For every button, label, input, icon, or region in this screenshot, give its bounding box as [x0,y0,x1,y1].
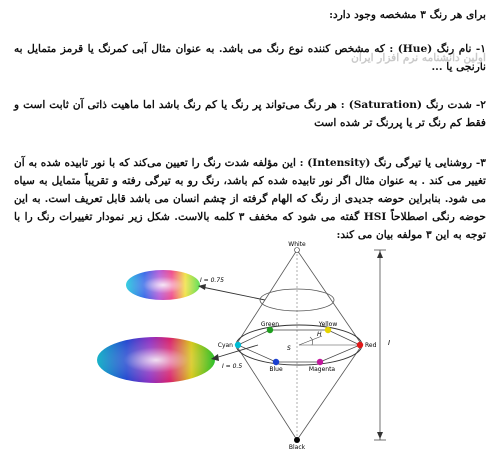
hue-angle-arc [310,337,313,345]
item-intensity: ۳- روشنایی یا تیرگی رنگ (Intensity) : این مؤلفه شدت رنگ را تعیین می‌کند که با نور تابیده شده به آن تغییر می کند . به عنوان مثال اگر نور تابیده شده کم باشد، رنگ رو به تیرگی رفته و تقریباً متمایل به سیاه می شود. بنابراین حوضه جدیدی از رنگ که الهام گرفته از چشم انسان می باشد قابل تعریف است. به این حوضه رنگی اصطلاحاً HSI گفته می شود که مخفف ۳ کلمه بالاست. شکل زیر نمودار تغییرات رنگ را با توجه به این ۳ مولفه بیان می کند: [14,157,486,241]
label-i-axis: I [388,339,391,347]
label-cyan: Cyan [217,342,233,349]
cone-edge-left-top [236,250,297,345]
item-saturation: ۲- شدت رنگ (Saturation) : هر رنگ می‌تواند پر رنگ یا کم رنگ باشد اما ماهیت ذاتی آن ثابت است و فقط کم رنگ تر یا پررنگ تر شده است [14,99,486,129]
item-hue: ۱- نام رنگ (Hue) : که مشخص کننده نوع رنگ می باشد. به عنوان مثال آبی کمرنگ یا قرمز متمایل به نارنجی یا ... [14,43,486,73]
red-dot [357,342,363,348]
black-dot [294,437,300,443]
label-magenta: Magenta [308,366,336,373]
blue-dot [273,359,279,365]
intensity-range-arrow-down [377,432,383,439]
label-yellow: Yellow [318,321,338,328]
label-i-075: I = 0.75 [200,277,224,284]
label-s: S [287,345,291,352]
cone-edge-left-bottom [236,345,297,440]
color-disk-top [126,270,200,300]
arrow-top [202,287,265,300]
label-green: Green [260,321,280,328]
label-h: H [317,331,322,338]
hue-hexagon [238,330,360,362]
white-dot [295,248,300,253]
cone-edge-right-bottom [297,345,362,440]
intro-line: برای هر رنگ ۳ مشخصه وجود دارد: [329,9,486,21]
label-red: Red [365,342,377,349]
color-disk-bottom [97,337,215,383]
intensity-range-arrow-up [377,251,383,258]
magenta-dot [317,359,323,365]
label-i-05: I = 0.5 [222,363,243,370]
label-blue: Blue [269,366,283,373]
label-black: Black [288,444,306,450]
label-white: White [288,241,306,248]
cyan-dot [235,342,241,348]
watermark-text: اولین دانشنامه نرم افزار ایران [351,52,486,64]
